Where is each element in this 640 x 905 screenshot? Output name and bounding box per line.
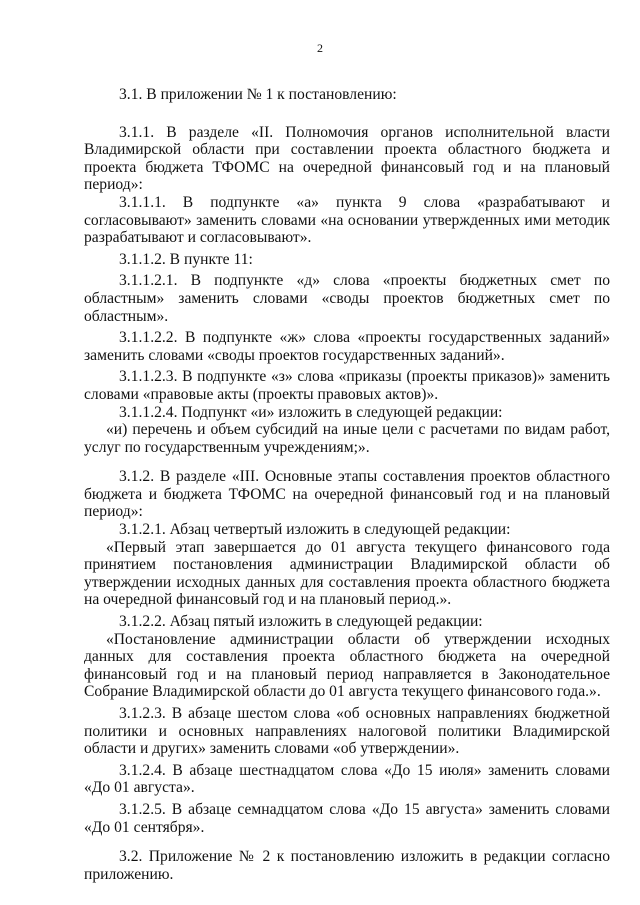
document-body [84, 86, 610, 883]
paragraph-3-1-1-1: 3.1.1.1. В подпункте «а» пункта 9 слова «разрабатывают и согласовывают» заменить словами «на основании утвержденных ими методик разрабатывают и согласовывают». [84, 193, 610, 247]
paragraph-3-1-1-2-3: 3.1.1.2.3. В подпункте «з» слова «приказы (проекты приказов)» заменить словами «правовые акты (проекты правовых актов)». [84, 368, 610, 403]
paragraph-3-1-2-3: 3.1.2.3. В абзаце шестом слова «об основных направлениях бюджетной политики и основных направлениях налоговой политики Владимирской области и других» заменить словами «об утверждении». [84, 705, 610, 758]
quoted-paragraph-resolution: «Постановление администрации области об утверждении исходных данных для составления проекта областного бюджета на очередной финансовый год и на плановый период направляется в Законодательное Собрание Владимирской области до 01 августа текущего финансового года.». [84, 630, 610, 701]
page-number: 2 [317, 41, 323, 55]
paragraph-3-2: 3.2. Приложение № 2 к постановлению изложить в редакции согласно приложению. [84, 848, 610, 883]
quoted-paragraph-first-stage: «Первый этап завершается до 01 августа текущего финансового года принятием постановления администрации Владимирской области об утверждении исходных данных для составления проекта областного бюджета на очередной финансовый год и на плановый период.». [84, 538, 610, 609]
paragraph-3-1-1-2-1: 3.1.1.2.1. В подпункте «д» слова «проекты бюджетных смет по областным» заменить словами «своды проектов бюджетных смет по областным». [84, 272, 610, 325]
paragraph-3-1-1-2: 3.1.1.2. В пункте 11: [119, 250, 253, 268]
paragraph-3-1-2-5: 3.1.2.5. В абзаце семнадцатом слова «До 15 августа» заменить словами «До 01 сентября». [84, 800, 610, 836]
paragraph-3-1: 3.1. В приложении № 1 к постановлению: [119, 86, 397, 103]
paragraph-3-1-1-2-4: 3.1.1.2.4. Подпункт «и» изложить в следующей редакции: [119, 403, 503, 421]
paragraph-3-1-2-1: 3.1.2.1. Абзац четвертый изложить в следующей редакции: [119, 521, 511, 539]
quoted-subparagraph-i: «и) перечень и объем субсидий на иные цели с расчетами по видам работ, услуг по государственным учреждениям;». [84, 421, 610, 456]
paragraph-3-1-1-2-2: 3.1.1.2.2. В подпункте «ж» слова «проекты государственных заданий» заменить словами «своды проектов государственных заданий». [84, 329, 610, 364]
paragraph-3-1-2-2: 3.1.2.2. Абзац пятый изложить в следующей редакции: [119, 613, 483, 631]
paragraph-3-1-2: 3.1.2. В разделе «III. Основные этапы составления проектов областного бюджета и бюджета ТФОМС на очередной финансовый год и на плановый период»: [84, 468, 610, 521]
paragraph-3-1-1: 3.1.1. В разделе «II. Полномочия органов исполнительной власти Владимирской области при составлении проекта областного бюджета и проекта бюджета ТФОМС на очередной финансовый год и на плановый период»: [84, 123, 610, 194]
paragraph-3-1-2-4: 3.1.2.4. В абзаце шестнадцатом слова «До 15 июля» заменить словами «До 01 августа». [84, 761, 610, 797]
